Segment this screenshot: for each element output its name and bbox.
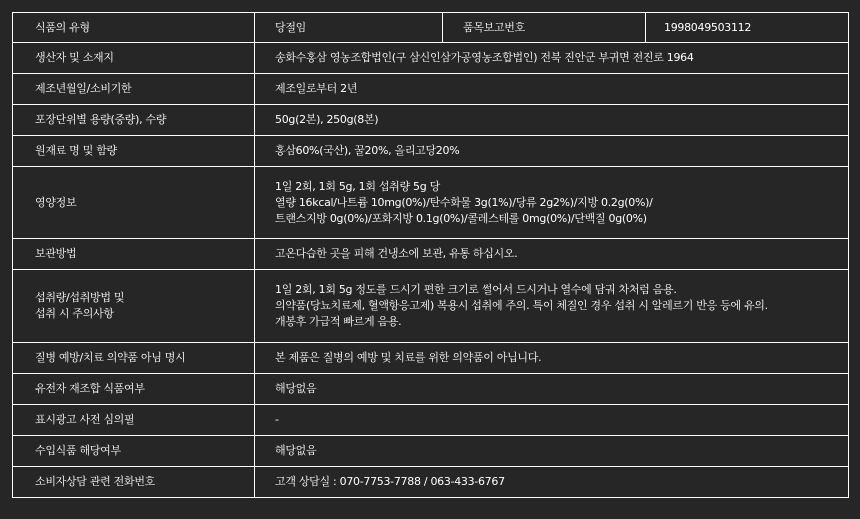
table-row bbox=[13, 343, 849, 374]
row-value: 홍삼60%(국산), 꿀20%, 올리고당20% bbox=[255, 136, 849, 167]
table-row bbox=[13, 436, 849, 467]
row-value: 본 제품은 질병의 예방 및 치료를 위한 의약품이 아닙니다. bbox=[255, 343, 849, 374]
row-value-line: 개봉후 가급적 빠르게 음용. bbox=[275, 315, 402, 328]
product-info-table-wrapper bbox=[12, 12, 848, 498]
row-label: 소비자상담 관련 전화번호 bbox=[13, 467, 255, 498]
row-value-line: 의약품(당뇨치료제, 혈액항응고제) 복용시 섭취에 주의. 특이 체질인 경우 섭취 시 알레르기 반응 등에 유의. bbox=[275, 299, 768, 312]
table-row bbox=[13, 374, 849, 405]
row-label: 표시광고 사전 심의필 bbox=[13, 405, 255, 436]
row-label: 영양정보 bbox=[13, 167, 255, 239]
row-value-line: 열량 16kcal/나트륨 10mg(0%)/탄수화물 3g(1%)/당류 2g2%)/지방 0.2g(0%)/ bbox=[275, 195, 653, 209]
table-row bbox=[13, 74, 849, 105]
row-label-line: 섭취 시 주의사항 bbox=[35, 307, 114, 320]
row-value: 고온다습한 곳을 피해 건냉소에 보관, 유통 하십시오. bbox=[255, 239, 849, 270]
row-value-line: 1일 2회, 1회 5g 정도를 드시기 편한 크기로 썰어서 드시거나 열수에 담궈 차처럼 음용. bbox=[275, 283, 677, 296]
row-label: 보관방법 bbox=[13, 239, 255, 270]
row-label: 질병 예방/치료 의약품 아님 명시 bbox=[13, 343, 255, 374]
row-label-line: 섭취량/섭취방법 및 bbox=[35, 291, 125, 304]
table-row bbox=[13, 13, 849, 43]
row-value bbox=[255, 167, 849, 239]
row-value: 고객 상담실 : 070-7753-7788 / 063-433-6767 bbox=[255, 467, 849, 498]
row-extra-label: 품목보고번호 bbox=[443, 13, 646, 43]
table-row bbox=[13, 467, 849, 498]
row-label: 생산자 및 소재지 bbox=[13, 43, 255, 74]
product-info-table bbox=[12, 12, 849, 498]
table-row bbox=[13, 43, 849, 74]
table-row bbox=[13, 239, 849, 270]
row-value: 해당없음 bbox=[255, 436, 849, 467]
row-label bbox=[13, 270, 255, 343]
table-row bbox=[13, 405, 849, 436]
row-value: - bbox=[255, 405, 849, 436]
table-row bbox=[13, 270, 849, 343]
row-value: 송화수홍삼 영농조합법인(구 삼신인삼가공영농조합법인) 전북 진안군 부귀면 전진로 1964 bbox=[255, 43, 849, 74]
row-extra-value: 1998049503112 bbox=[646, 13, 849, 43]
row-value: 해당없음 bbox=[255, 374, 849, 405]
row-label: 수입식품 해당여부 bbox=[13, 436, 255, 467]
row-label: 식품의 유형 bbox=[13, 13, 255, 43]
row-value-line: 1일 2회, 1회 5g, 1회 섭취량 5g 당 bbox=[275, 179, 440, 193]
row-label: 포장단위별 용량(중량), 수량 bbox=[13, 105, 255, 136]
table-row bbox=[13, 136, 849, 167]
row-value: 당절임 bbox=[255, 13, 443, 43]
row-label: 원재료 명 및 함량 bbox=[13, 136, 255, 167]
table-row bbox=[13, 167, 849, 239]
row-value bbox=[255, 270, 849, 343]
row-value: 50g(2본), 250g(8본) bbox=[255, 105, 849, 136]
table-row bbox=[13, 105, 849, 136]
row-label: 유전자 재조합 식품여부 bbox=[13, 374, 255, 405]
row-label: 제조년월일/소비기한 bbox=[13, 74, 255, 105]
row-value: 제조일로부터 2년 bbox=[255, 74, 849, 105]
row-value-line: 트랜스지방 0g(0%)/포화지방 0.1g(0%)/콜레스테롤 0mg(0%)/단백질 0g(0%) bbox=[275, 211, 647, 225]
